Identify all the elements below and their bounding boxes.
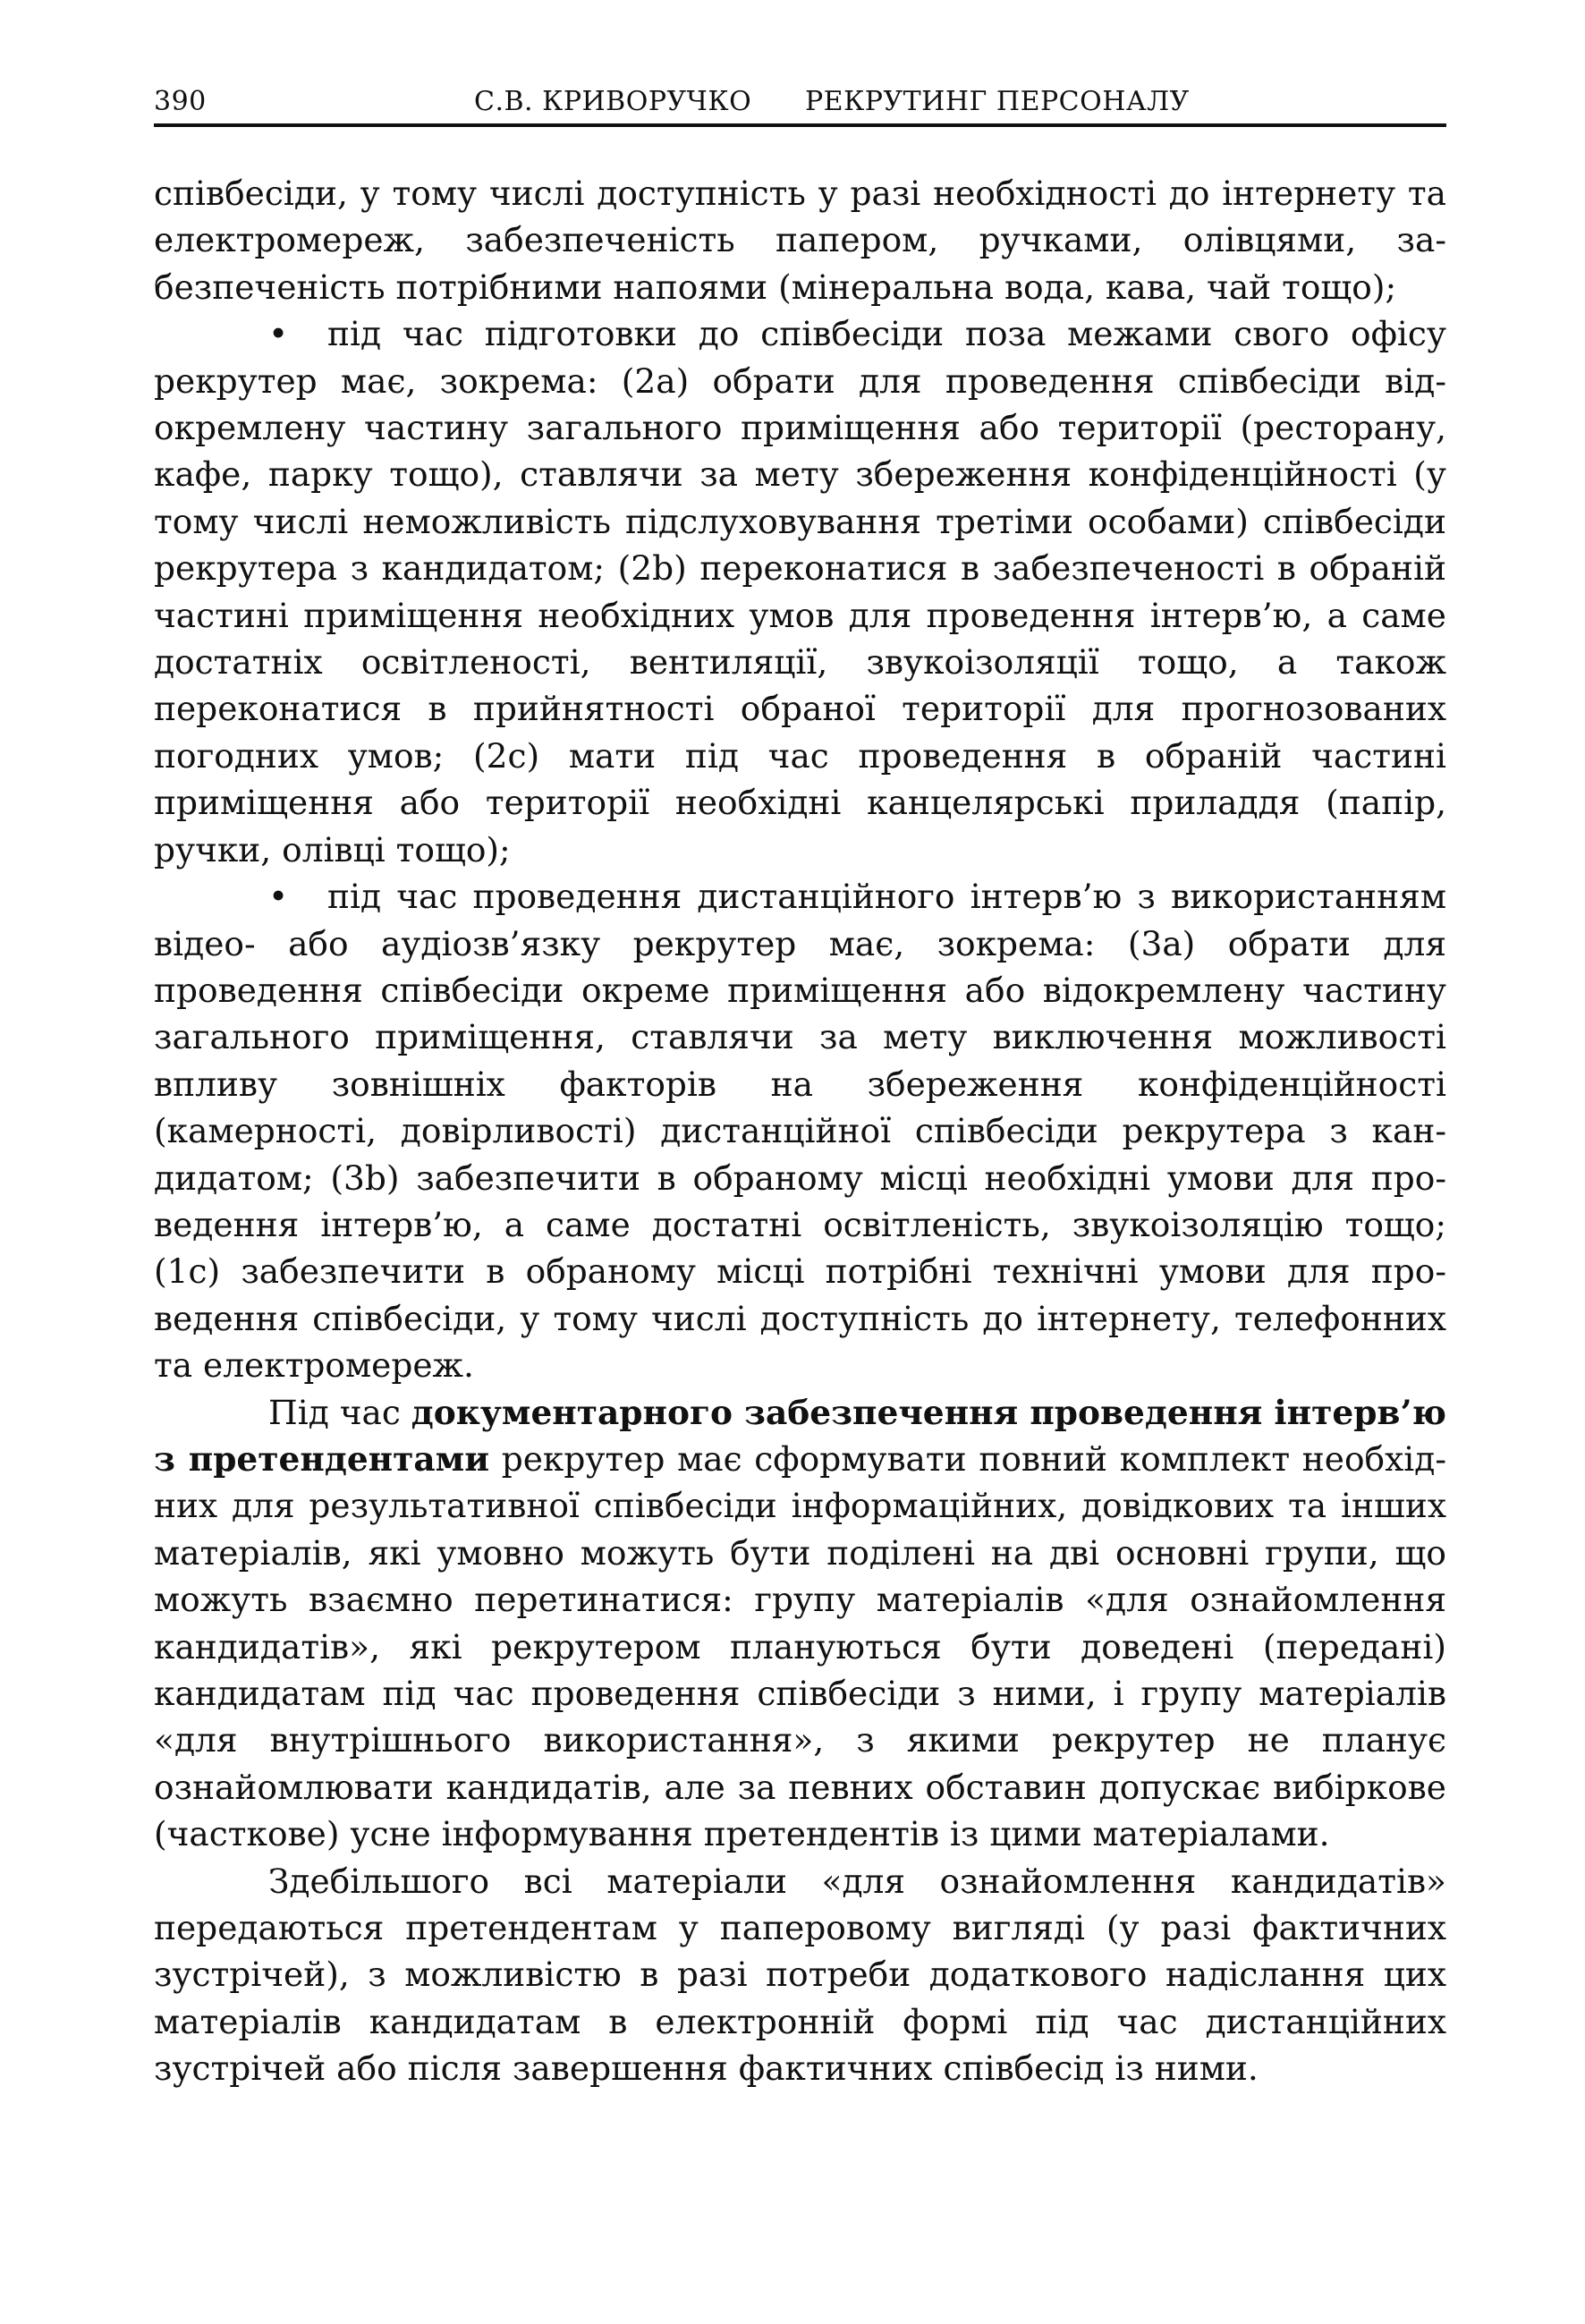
bullet-text: під час проведення дистанційного інтерв’ю з використанням відео- або аудіозв’язку рекрутер має, зокрема: (3a) обрати для проведення співбесіди окреме приміщення або відокремлену частину загального приміщення, ставлячи за мету виключення можливості впливу зовнішніх факторів на збереження конфіденційності (камерності, довірливості) дистанційної співбесіди рекрутера з кандидатом; (3b) забезпечити в обраному місці необхідні умови для проведення інтерв’ю, а саме достатні освітленість, звукоізоляцію тощо; (1c) забезпечити в обраному місці потрібні технічні умови для проведення співбесіди, у тому числі доступність до інтернету, телефонних та електромереж. bbox=[154, 877, 1446, 1386]
paragraph-documentary-support bbox=[154, 1389, 1446, 1858]
bullet-item-offsite bbox=[154, 310, 1446, 873]
emphasis-term: документарного забезпечення проведення інтерв’ю з претендентами bbox=[154, 1392, 1446, 1479]
bullet-icon: • bbox=[268, 877, 289, 917]
page-number: 390 bbox=[154, 86, 207, 117]
paragraph-lead: Під час bbox=[268, 1392, 411, 1432]
bullet-icon: • bbox=[268, 314, 289, 354]
header-author: С.В. КРИВОРУЧКО bbox=[474, 86, 752, 117]
paragraph-rest: рекрутер має сформувати повний комплект необхідних для результативної співбесіди інформаційних, довідкових та інших матеріалів, які умовно можуть бути поділені на дві основні групи, що можуть взаємно перетинатися: групу матеріалів «для ознайомлення кандидатів», які рекрутером плануються бути доведені (передані) кандидатам під час проведення співбесіди з ними, і групу матеріалів «для внутрішнього використання», з якими рекрутер не планує ознайомлювати кандидатів, але за певних обставин допускає вибіркове (часткове) усне інформування претендентів із цими матеріалами. bbox=[154, 1438, 1446, 1854]
paragraph-continuation: співбесіди, у тому числі доступність у разі необхідності до інтернету та електромереж, забезпеченість папером, ручками, олівцями, забезпеченість потрібними напоями (мінеральна вода, кава, чай тощо); bbox=[154, 174, 1446, 307]
body-text bbox=[154, 170, 1446, 2092]
bullet-text: під час підготовки до співбесіди поза межами свого офісу рекрутер має, зокрема: (2a) обрати для проведення співбесіди відокремлену частину загального приміщення або території (ресторану, кафе, парку тощо), ставлячи за мету збереження конфіденційності (у тому числі неможливість підслуховування третіми особами) співбесіди рекрутера з кандидатом; (2b) переконатися в забезпеченості в обраній частині приміщення необхідних умов для проведення інтерв’ю, а саме достатніх освітленості, вентиляції, звукоізоляції тощо, а також переконатися в прийнятності обраної території для прогнозованих погодних умов; (2c) мати під час проведення в обраній частині приміщення або території необхідні канцелярські приладдя (папір, ручки, олівці тощо); bbox=[154, 314, 1446, 869]
bullet-item-remote bbox=[154, 873, 1446, 1388]
book-page bbox=[154, 0, 1446, 2324]
header-rule bbox=[154, 123, 1446, 127]
running-header bbox=[154, 84, 1446, 120]
paragraph-materials: Здебільшого всі матеріали «для ознайомлення кандидатів» передаються претендентам у паперовому вигляді (у разі фактичних зустрічей), з можливістю в разі потреби додаткового надіслання цих матеріалів кандидатам в електронній формі під час дистанційних зустрічей або після завершення фактичних співбесід із ними. bbox=[154, 1861, 1446, 2089]
header-book-title: РЕКРУТИНГ ПЕРСОНАЛУ bbox=[805, 86, 1190, 117]
